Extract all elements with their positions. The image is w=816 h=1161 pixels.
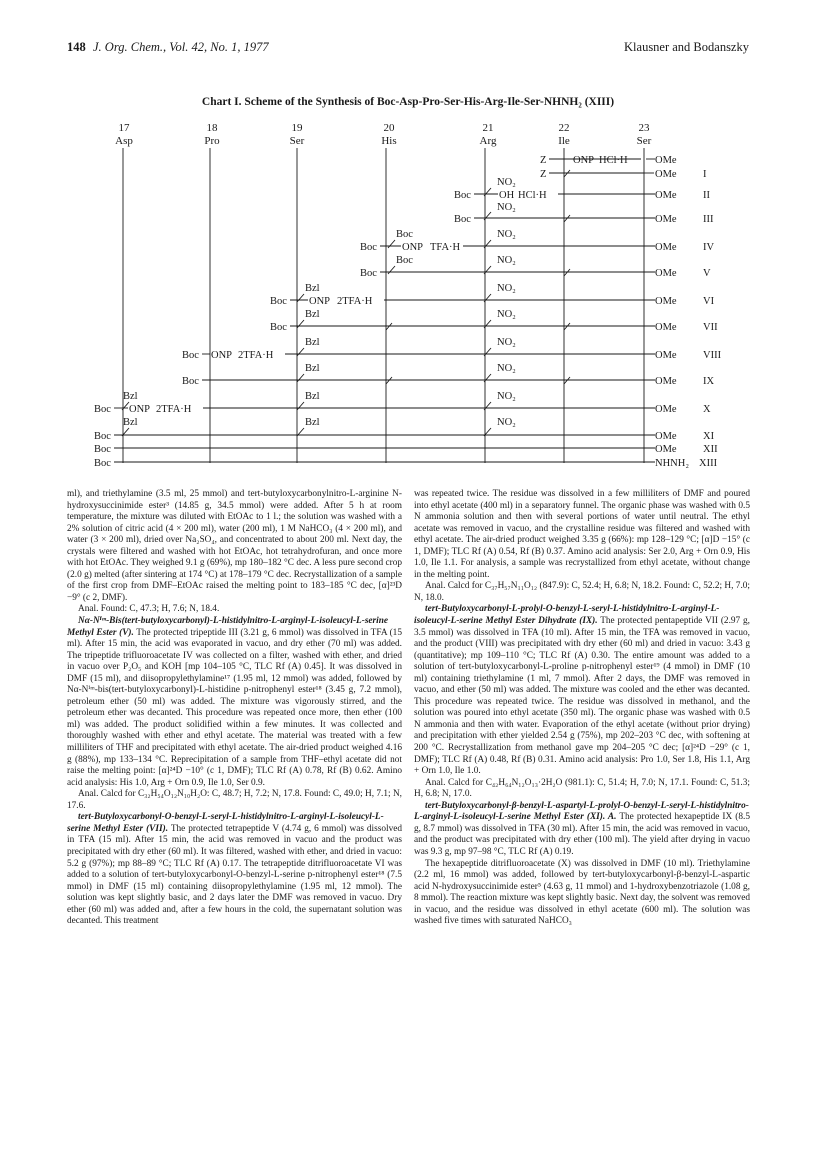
row-bond-tick: [297, 294, 304, 302]
compound-numeral: VII: [703, 322, 718, 333]
row-bond-tick: [297, 320, 304, 328]
residue-number: 21: [482, 122, 494, 134]
synthesis-scheme: [0, 110, 816, 480]
row-mid-label: OH: [499, 190, 515, 201]
residue-headers: [115, 122, 652, 147]
row-mid2-label: TFA·H: [430, 242, 461, 253]
compound-numeral: X: [703, 404, 711, 415]
residue-name: Arg: [479, 135, 497, 147]
running-authors: Klausner and Bodanszky: [624, 40, 749, 54]
row-bond-tick: [564, 170, 570, 177]
chart-caption: Chart I. Scheme of the Synthesis of Boc-Asp-Pro-Ser-His-Arg-Ile-Ser-NHNH₂ (XIII): [201, 96, 615, 108]
row-mid2-label: 2TFA·H: [337, 296, 373, 307]
compound-numeral: IX: [703, 376, 715, 387]
paragraph: [414, 801, 750, 859]
compound-numeral: XII: [703, 444, 718, 455]
residue-number: 23: [638, 122, 650, 134]
row-bond-tick: [297, 402, 304, 410]
paragraph: ml), and triethylamine (3.5 ml, 25 mmol) and tert-butyloxycarbonylnitro-L-arginine N-hydroxysuccinimide ester³ (14.85 g, 34.5 mmol) were added. After 5 h at room temperature, the mixture was diluted with EtOAc to 1 l.; the solution was washed with a 2% solution of citric acid (4 × 200 ml), water (200 ml), 1 M NaHCO₃ (4 × 200 ml), and water (3 × 200 ml), dried over Na₂SO₄, and concentrated to about 200 ml. Next day, the crystals were filtered and washed with hot EtOAc, hot tetrahydrofuran, and once more with hot EtOAc. They weighed 9.1 g (69%), mp 180–182 °C dec. A less pure second crop (2.0 g) melted (after sintering at 174 °C) at 178–179 °C dec. Recrystallization of a sample of the first crop from DMF–EtOAc raised the melting point to 183–185 °C dec, [α]²³D −9° (c 2, DMF).: [67, 489, 402, 603]
ser-substituent: Bzl: [305, 391, 320, 402]
analysis-paragraph: Anal. Calcd for C₄₂H₆₄N₁₂O₁₃·2H₂O (981.1): C, 51.4; H, 7.0; N, 17.1. Found: C, 51.3; H, 6.8; N, 17.0.: [414, 777, 750, 800]
his-substituent: Boc: [396, 255, 413, 266]
compound-numeral: V: [703, 268, 711, 279]
row-bond-tick: [388, 266, 395, 274]
scheme-row-XII: [94, 444, 718, 455]
scheme-row-IX: [182, 376, 714, 387]
compound-numeral: XI: [703, 431, 715, 442]
row-right-label: OMe: [655, 444, 677, 455]
ser-substituent: Bzl: [305, 337, 320, 348]
row-bond-tick: [564, 323, 570, 330]
compound-heading: tert-Butyloxycarbonyl-β-benzyl-L-aspartyl-L-prolyl-O-benzyl-L-seryl-L-histidylnitro-L-arginyl-L-isoleucyl-L-serine Methyl Ester (XI). A.: [414, 800, 749, 823]
scheme-row-10: [94, 391, 711, 436]
nitro-substituent: NO₂: [497, 337, 516, 348]
row-bond-tick: [297, 348, 304, 356]
nitro-substituent: NO₂: [497, 391, 516, 402]
nitro-substituent: NO₂: [497, 363, 516, 374]
residue-name: Ser: [289, 135, 305, 147]
compound-numeral: XIII: [699, 458, 718, 469]
row-left-label: Z: [540, 169, 547, 180]
compound-heading: tert-Butyloxycarbonyl-L-prolyl-O-benzyl-L-seryl-L-histidylnitro-L-arginyl-L-isoleucyl-L-serine Methyl Ester Dihydrate (IX).: [414, 604, 720, 627]
nitro-substituent: NO₂: [497, 255, 516, 266]
row-mid-label: ONP: [573, 155, 595, 166]
paragraph-text: The protected tripeptide III (3.21 g, 6 mmol) was dissolved in TFA (15 ml). After 15 min, the acid was evaporated in vacuo, and dry ether (70 ml) was added. The tripeptide trifluoroacetate IV was collected on a filter, washed with ether, and dried in vacuo over P₂O₅ and KOH [mp 104–105 °C, TLC Rf (A) 0.45]. It was dissolved in DMF (15 ml), and diisopropylethylamine¹⁷ (1.95 ml, 12 mmol) was added, followed by Nα-Nⁱᵐ-bis(tert-butyloxycarbonyl)-L-histidine p-nitrophenyl ester¹⁸ (3.45 g, 7.2 mmol), petroleum ether (50 ml) was added. The mixture was vigorously stirred, and the petroleum ether was decanted. This procedure was repeated once more, then ether (100 ml) was added. The product solidified within a few minutes. It was collected and thoroughly washed with ether and ethyl acetate. The material was treated with a few milliliters of THF and precipitated with ethyl acetate. The air-dried product weighed 4.16 g (88%), mp 133–134 °C. Reprecipitation of a sample from THF–ethyl acetate did not raise the melting point: [α]²⁴D −10° (c 1, DMF); TLC Rf (A) 0.78, Rf (B) 0.62. Amino acid analysis: His 1.0, Arg + Orn 0.9, Ile 1.0, Ser 0.9.: [67, 627, 402, 788]
row-bond-tick: [564, 215, 570, 222]
asp-substituent: Bzl: [123, 391, 138, 402]
row-right-label: OMe: [655, 169, 677, 180]
row-left-label: Boc: [182, 350, 199, 361]
row-left-label: Boc: [94, 458, 111, 469]
row-left-label: Boc: [94, 431, 111, 442]
scheme-row-XIII: [94, 458, 718, 469]
row-mid-label: ONP: [129, 404, 151, 415]
ser-substituent: Bzl: [305, 363, 320, 374]
row-bond-tick: [386, 323, 392, 330]
compound-heading: Nα-Nⁱᵐ-Bis(tert-butyloxycarbonyl)-L-histidylnitro-L-arginyl-L-isoleucyl-L-serine Methyl Ester (V).: [67, 616, 389, 638]
asp-substituent: Bzl: [123, 417, 138, 428]
scheme-row-I: [540, 169, 707, 180]
row-left-label: Boc: [454, 214, 471, 225]
row-left-label: Boc: [270, 322, 287, 333]
row-mid-label: ONP: [211, 350, 233, 361]
row-left-label: Boc: [360, 268, 377, 279]
compound-numeral: IV: [703, 242, 715, 253]
compound-numeral: III: [703, 214, 714, 225]
scheme-rows: [94, 155, 722, 469]
running-header: [67, 40, 749, 60]
paragraph: [67, 616, 402, 789]
row-bond-tick: [564, 269, 570, 276]
residue-number: 22: [558, 122, 570, 134]
row-right-label: NHNH₂: [655, 458, 689, 469]
row-left-label: Boc: [360, 242, 377, 253]
ser-substituent: Bzl: [305, 309, 320, 320]
compound-numeral: II: [703, 190, 710, 201]
compound-heading: tert-Butyloxycarbonyl-O-benzyl-L-seryl-L-histidylnitro-L-arginyl-L-isoleucyl-L-serine Methyl Ester (VII).: [67, 812, 384, 834]
nitro-substituent: NO₂: [497, 202, 516, 213]
row-mid-label: ONP: [402, 242, 424, 253]
residue-name: Pro: [204, 135, 220, 147]
residue-number: 17: [118, 122, 130, 134]
row-left-label: Boc: [270, 296, 287, 307]
compound-numeral: VIII: [703, 350, 722, 361]
row-mid2-label: 2TFA·H: [238, 350, 274, 361]
scheme-row-8: [182, 337, 722, 382]
nitro-substituent: NO₂: [497, 283, 516, 294]
row-bond-tick: [388, 240, 395, 248]
scheme-row-III: [454, 214, 714, 225]
paragraph-text: The protected hexapeptide IX (8.5 g, 8.7 mmol) was dissolved in TFA (30 ml). After 15 min, the acid was removed in vacuo, and the product was precipitated with dry ether (100 ml). The yield after drying in vacuo was 9.3 g, mp 97–98 °C, TLC Rf (A) 0.19.: [414, 812, 751, 857]
residue-number: 19: [291, 122, 303, 134]
row-right-label: OMe: [655, 376, 677, 387]
row-mid-label: ONP: [309, 296, 331, 307]
row-right-label: OMe: [655, 296, 677, 307]
row-right-label: OMe: [655, 268, 677, 279]
scheme-row-V: [360, 268, 711, 279]
row-left-label: Boc: [94, 444, 111, 455]
body-column-right: [414, 489, 750, 928]
row-right-label: OMe: [655, 322, 677, 333]
row-bond-tick: [297, 374, 304, 382]
nitro-substituent: NO₂: [497, 177, 516, 188]
row-bond-tick: [564, 377, 570, 384]
scheme-row-1: [540, 155, 677, 166]
row-left-label: Boc: [182, 376, 199, 387]
residue-number: 18: [206, 122, 218, 134]
compound-numeral: VI: [703, 296, 715, 307]
paragraph: The hexapeptide ditrifluoroacetate (X) was dissolved in DMF (10 ml). Triethylamine (2.2 ml, 16 mmol) was added, followed by tert-butyloxycarbonyl-β-benzyl-L-aspartic acid N-hydroxysuccinimide ester⁵ (4.63 g, 11 mmol) and 1-hydroxybenzotriazole (1.08 g, 8 mmol). The reaction mixture was kept slightly basic. Next day, the solvent was removed in vacuo, and the residue was dissolved in ethyl acetate (600 ml). The solution was washed five times with saturated NaHCO₃: [414, 858, 750, 927]
analysis-paragraph: Anal. Calcd for C₃₇H₅₇N₁₁O₁₂ (847.9): C, 52.4; H, 6.8; N, 18.2. Found: C, 52.2; H, 7.0; N, 18.0.: [414, 581, 750, 603]
paragraph: [414, 604, 750, 777]
row-mid2-label: HCl·H: [518, 190, 547, 201]
nitro-substituent: NO₂: [497, 417, 516, 428]
paragraph: [67, 812, 402, 927]
residue-name: Asp: [115, 135, 133, 147]
row-right-label: OMe: [655, 242, 677, 253]
paragraph: was repeated twice. The residue was dissolved in a few milliliters of DMF and poured into ethyl acetate (400 ml) in a separatory funnel. The organic phase was washed with 0.5 N ammonia solution and then with several portions of water until neutral. The ethyl acetate was removed in vacuo, and the crystalline residue was filtered and washed with ethyl acetate. The air-dried product weighed 3.35 g (66%): mp 128–129 °C; [α]D −15° (c 1, DMF); TLC Rf (A) 0.54, Rf (B) 0.37. Amino acid analysis: Ser 2.0, Arg + Orn 0.9, His 1.0, Ile 1.1. For analysis, a sample was recrystallized from ethyl acetate, without change in the melting point.: [414, 489, 750, 580]
paragraph-text: The protected pentapeptide VII (2.97 g, 3.5 mmol) was dissolved in TFA (10 ml). After 15 min, the TFA was removed in vacuo, and the product (VIII) was precipitated with dry ether (60 ml) and dried in vacuo: 3.43 g (quantitative); mp 109–110 °C; TLC Rf (A) 0.30. The entire amount was added to a solution of tert-butyloxycarbonyl-L-proline p-nitrophenyl ester¹⁹ (4 mmol) in DMF (10 ml) containing triethylamine (1 ml, 7 mmol). After 2 days, the DMF was removed in vacuo, and ether (50 ml) was added. The mixture was cooled and the ether was decanted. This procedure was repeated twice. The residue was dissolved in methanol, and the solution was poured into ethyl acetate (350 ml). The organic phase was washed with 0.5 N ammonia and then with water. Evaporation of the ethyl acetate (without prior drying) and precipitation with ether yielded 2.54 g (75%), mp 202–203 °C dec, with softening at 200 °C. Recrystallization from methanol gave mp 204–205 °C dec; [α]²⁴D −29° (c 1, DMF); TLC Rf (A) 0.48, Rf (B) 0.31. Amino acid analysis: Pro 1.0, Ser 1.8, His 1.1, Arg + Orn 1.0, Ile 1.0.: [414, 616, 750, 777]
row-right-label: OMe: [655, 404, 677, 415]
body-column-left: [67, 489, 402, 928]
compound-numeral: I: [703, 169, 707, 180]
analysis-paragraph: Anal. Calcd for C₃₂H₅₄O₁₂N₁₀H₂O: C, 48.7; H, 7.2; N, 17.8. Found: C, 49.0; H, 7.1; N, 17.6.: [67, 789, 402, 811]
nitro-substituent: NO₂: [497, 229, 516, 240]
nitro-substituent: NO₂: [497, 309, 516, 320]
paragraph-text: The protected tetrapeptide V (4.74 g, 6 mmol) was dissolved in TFA (15 ml). After 15 min, the acid was removed in vacuo and the product was precipitated with dry ether (60 ml). It was filtered, washed with ether, and dried in vacuo: 5.2 g (97%); mp 88–89 °C; TLC Rf (A) 0.17. The tetrapeptide ditrifluoroacetate VI was added to a solution of tert-butyloxycarbonyl-O-benzyl-L-serine p-nitrophenyl ester¹⁸ (7.5 mmol) in DMF (15 ml) containing diisopropylethylamine (1.95 ml, 12 mmol). The solution was kept slightly basic, and 2 days later the DMF was removed in vacuo. Dry ether (60 ml) was added and, after a few hours in the cold, the supernatant solution was decanted. This treatment: [67, 823, 403, 927]
row-mid2-label: 2TFA·H: [156, 404, 192, 415]
row-right-label: OMe: [655, 190, 677, 201]
row-bond-tick: [386, 377, 392, 384]
analysis-paragraph: Anal. Found: C, 47.3; H, 7.6; N, 18.4.: [78, 604, 220, 615]
journal-citation: J. Org. Chem., Vol. 42, No. 1, 1977: [93, 40, 269, 54]
residue-name: Ile: [558, 135, 570, 147]
row-right-label: OMe: [655, 431, 677, 442]
residue-name: Ser: [636, 135, 652, 147]
scheme-row-6: [270, 283, 715, 328]
row-right-label: OMe: [655, 350, 677, 361]
ser-substituent: Bzl: [305, 283, 320, 294]
residue-lines: [123, 148, 644, 463]
scheme-row-XI: [94, 431, 715, 442]
ser-substituent: Bzl: [305, 417, 320, 428]
row-right-label: OMe: [655, 214, 677, 225]
scheme-row-VII: [270, 322, 718, 333]
row-left-label: Boc: [94, 404, 111, 415]
row-left-label: Z: [540, 155, 547, 166]
row-mid2-label: HCl·H: [599, 155, 628, 166]
his-substituent: Boc: [396, 229, 413, 240]
residue-name: His: [381, 135, 397, 147]
row-right-label: OMe: [655, 155, 677, 166]
residue-number: 20: [383, 122, 395, 134]
page-number: 148: [67, 40, 86, 54]
row-left-label: Boc: [454, 190, 471, 201]
